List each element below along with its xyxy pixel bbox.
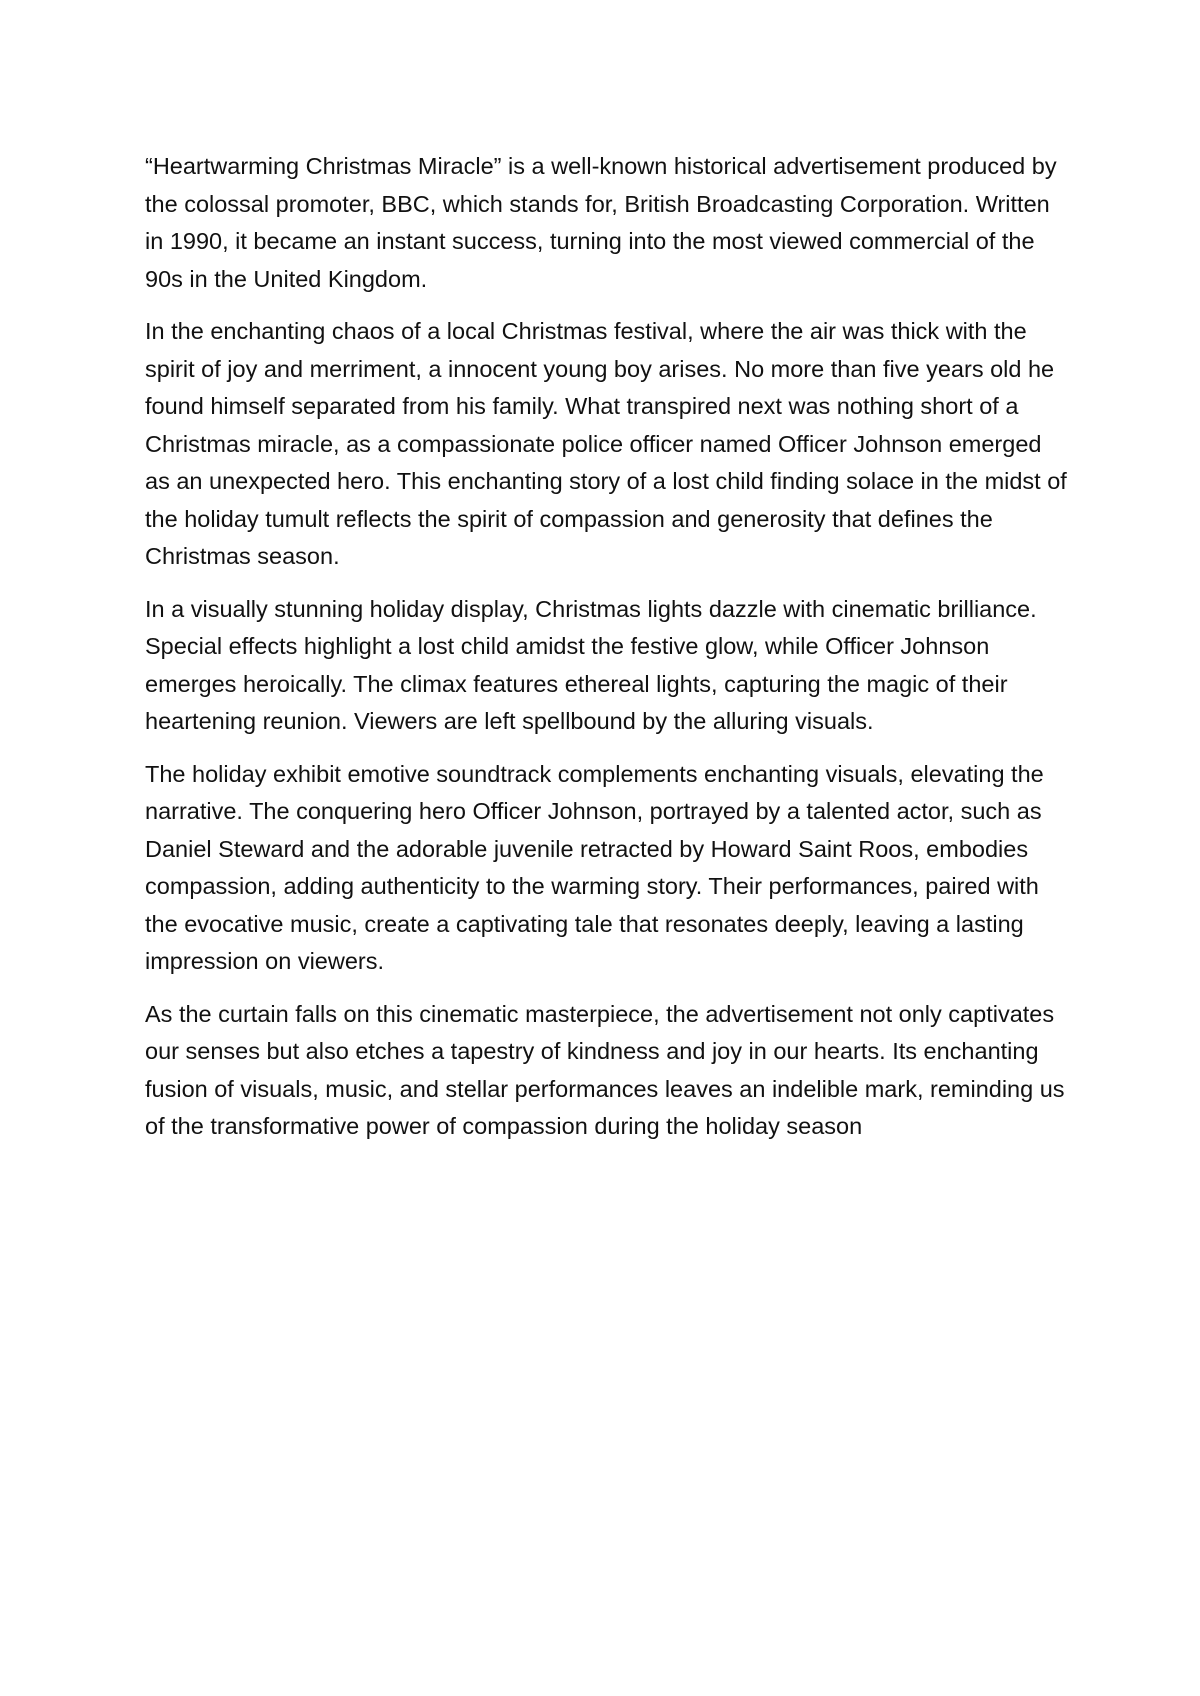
paragraph-soundtrack: The holiday exhibit emotive soundtrack complements enchanting visuals, elevating the narrative. The conquering hero Officer Johnson, portrayed by a talented actor, such as Daniel Steward and the adorable juvenile retracted by Howard Saint Roos, embodies compassion, adding authenticity to the warming story. Their performances, paired with the evocative music, create a captivating tale that resonates deeply, leaving a lasting impression on viewers. [145,760,1044,974]
paragraph-story: In the enchanting chaos of a local Christmas festival, where the air was thick with the spirit of joy and merriment, a innocent young boy arises. No more than five years old he found himself separated from his family. What transpired next was nothing short of a Christmas miracle, as a compassionate police officer named Officer Johnson emerged as an unexpected hero. This enchanting story of a lost child finding solace in the midst of the holiday tumult reflects the spirit of compassion and generosity that defines the Christmas season. [145,318,1067,569]
paragraph-intro: “Heartwarming Christmas Miracle” is a well-known historical advertisement produced by the colossal promoter, BBC, which stands for, British Broadcasting Corporation. Written in 1990, it became an instant success, turning into the most viewed commercial of the 90s in the United Kingdom. [145,153,1057,292]
paragraph-conclusion: As the curtain falls on this cinematic masterpiece, the advertisement not only captivates our senses but also etches a tapestry of kindness and joy in our hearts. Its enchanting fusion of visuals, music, and stellar performances leaves an indelible mark, reminding us of the transformative power of compassion during the holiday season [145,1000,1065,1139]
paragraph-visuals: In a visually stunning holiday display, Christmas lights dazzle with cinematic brilliance. Special effects highlight a lost child amidst the festive glow, while Officer Johnson emerges heroically. The climax features ethereal lights, capturing the magic of their heartening reunion. Viewers are left spellbound by the alluring visuals. [145,595,1037,734]
document-body [145,148,1070,1161]
